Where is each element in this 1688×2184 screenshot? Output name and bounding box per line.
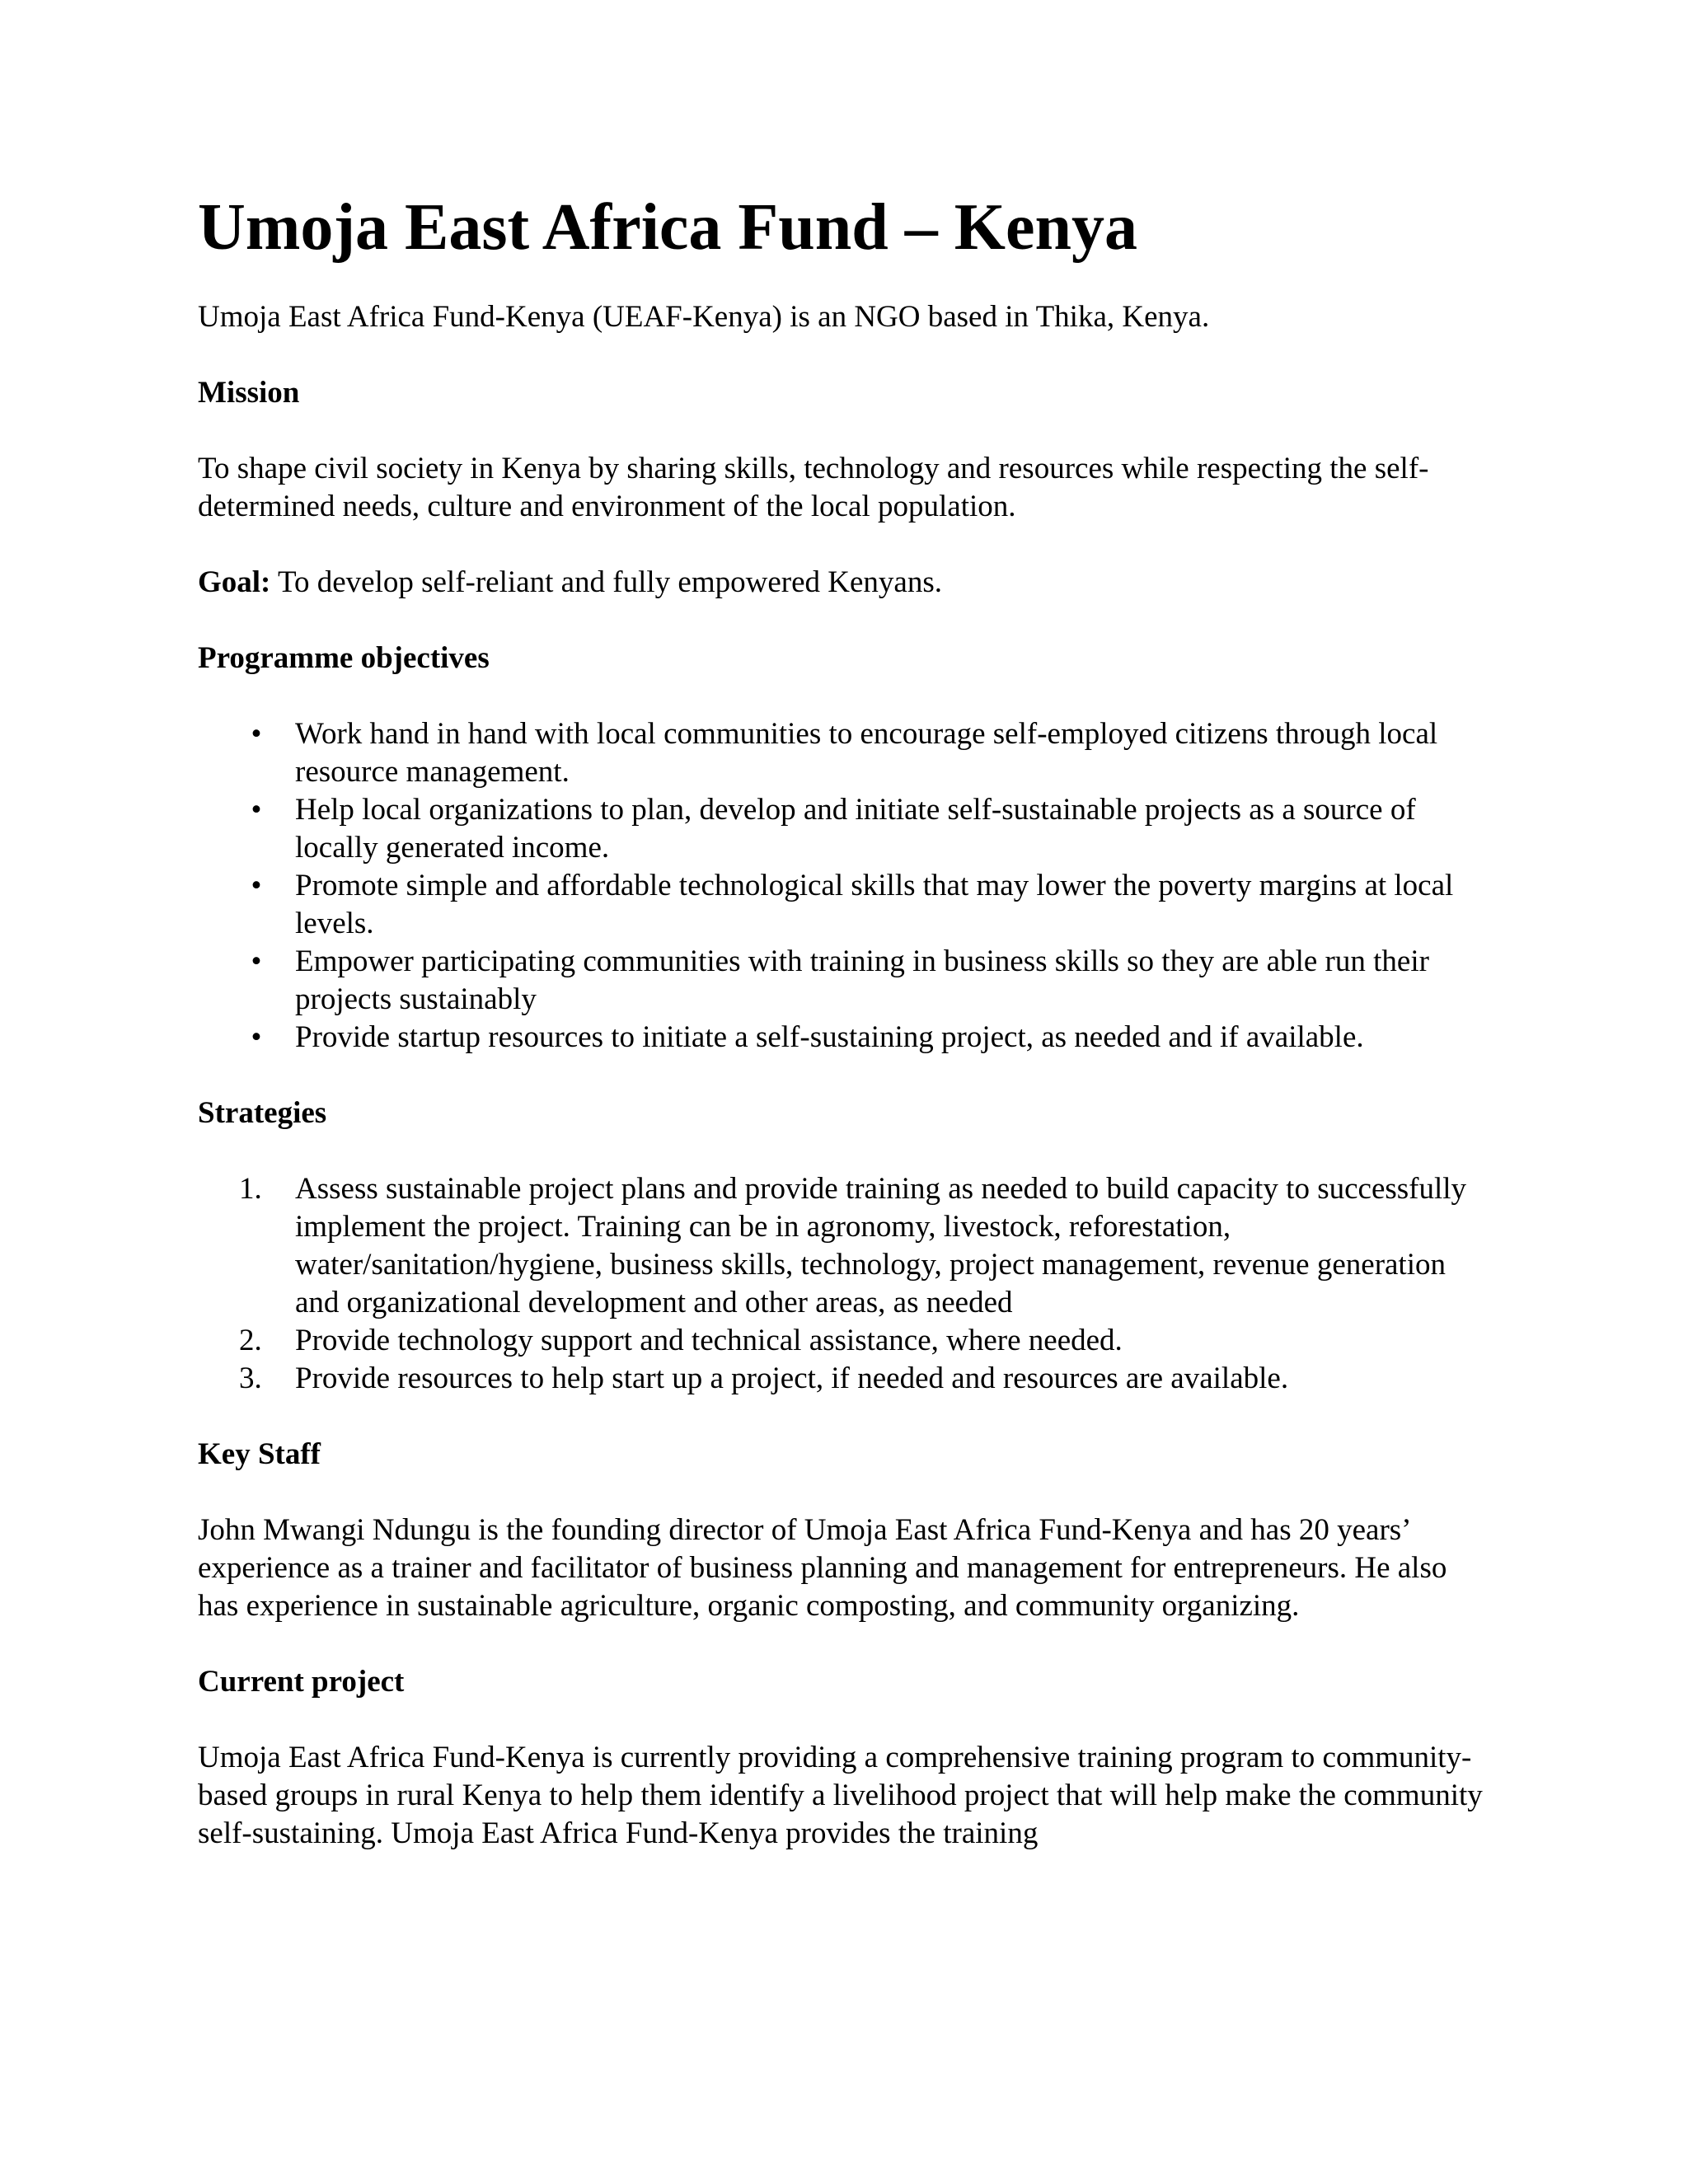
list-number: 1. [239, 1172, 262, 1206]
list-item [198, 1170, 1484, 1322]
list-item-text: Work hand in hand with local communities to encourage self-employed citizens through local resource management. [295, 717, 1438, 789]
page-title: Umoja East Africa Fund – Kenya [198, 191, 1137, 264]
list-item [198, 1360, 1484, 1398]
list-item-text: Assess sustainable project plans and provide training as needed to build capacity to successfully implement the project. Training can be in agronomy, livestock, reforestation, water/sanitation/hygiene, business skills, technology, project management, revenue generation and organizational development and other areas, as needed [295, 1172, 1467, 1319]
bullet-icon: • [251, 944, 262, 978]
list-item [198, 791, 1484, 867]
list-item-text: Provide resources to help start up a project, if needed and resources are available. [295, 1361, 1289, 1395]
objectives-list [198, 715, 1484, 1057]
key-staff-paragraph: John Mwangi Ndungu is the founding director of Umoja East Africa Fund-Kenya and has 20 years’ experience as a trainer and facilitator of business planning and management for entrepreneurs. He also has experience in sustainable agriculture, organic composting, and community organizing. [198, 1513, 1447, 1623]
list-item-text: Provide startup resources to initiate a self-sustaining project, as needed and if available. [295, 1020, 1364, 1054]
list-item-text: Empower participating communities with training in business skills so they are able run their projects sustainably [295, 944, 1429, 1016]
list-item-text: Promote simple and affordable technological skills that may lower the poverty margins at local levels. [295, 869, 1454, 940]
list-item [198, 1322, 1484, 1360]
bullet-icon: • [251, 793, 262, 827]
list-number: 2. [239, 1324, 262, 1357]
goal-paragraph [198, 564, 1484, 602]
intro-paragraph: Umoja East Africa Fund-Kenya (UEAF-Kenya) is an NGO based in Thika, Kenya. [198, 300, 1210, 334]
goal-label: Goal: [198, 565, 271, 599]
bullet-icon: • [251, 717, 262, 751]
list-item [198, 715, 1484, 791]
list-item-text: Help local organizations to plan, develop and initiate self-sustainable projects as a source of locally generated income. [295, 793, 1416, 865]
list-item-text: Provide technology support and technical assistance, where needed. [295, 1324, 1123, 1357]
bullet-icon: • [251, 869, 262, 902]
key-staff-heading: Key Staff [198, 1437, 321, 1471]
list-item [198, 867, 1484, 943]
objectives-heading: Programme objectives [198, 641, 490, 675]
current-project-heading: Current project [198, 1665, 405, 1699]
list-number: 3. [239, 1361, 262, 1395]
mission-paragraph: To shape civil society in Kenya by sharing skills, technology and resources while respecting the self-determined needs, culture and environment of the local population. [198, 452, 1429, 523]
mission-heading: Mission [198, 376, 300, 410]
document-page [198, 188, 1484, 1853]
bullet-icon: • [251, 1020, 262, 1054]
list-item [198, 943, 1484, 1019]
list-item [198, 1019, 1484, 1057]
strategies-list [198, 1170, 1484, 1398]
current-project-paragraph: Umoja East Africa Fund-Kenya is currently providing a comprehensive training program to community-based groups in rural Kenya to help them identify a livelihood project that will help make the community self-sustaining. Umoja East Africa Fund-Kenya provides the training [198, 1741, 1483, 1850]
strategies-heading: Strategies [198, 1096, 327, 1130]
goal-text: To develop self-reliant and fully empowered Kenyans. [270, 565, 942, 599]
